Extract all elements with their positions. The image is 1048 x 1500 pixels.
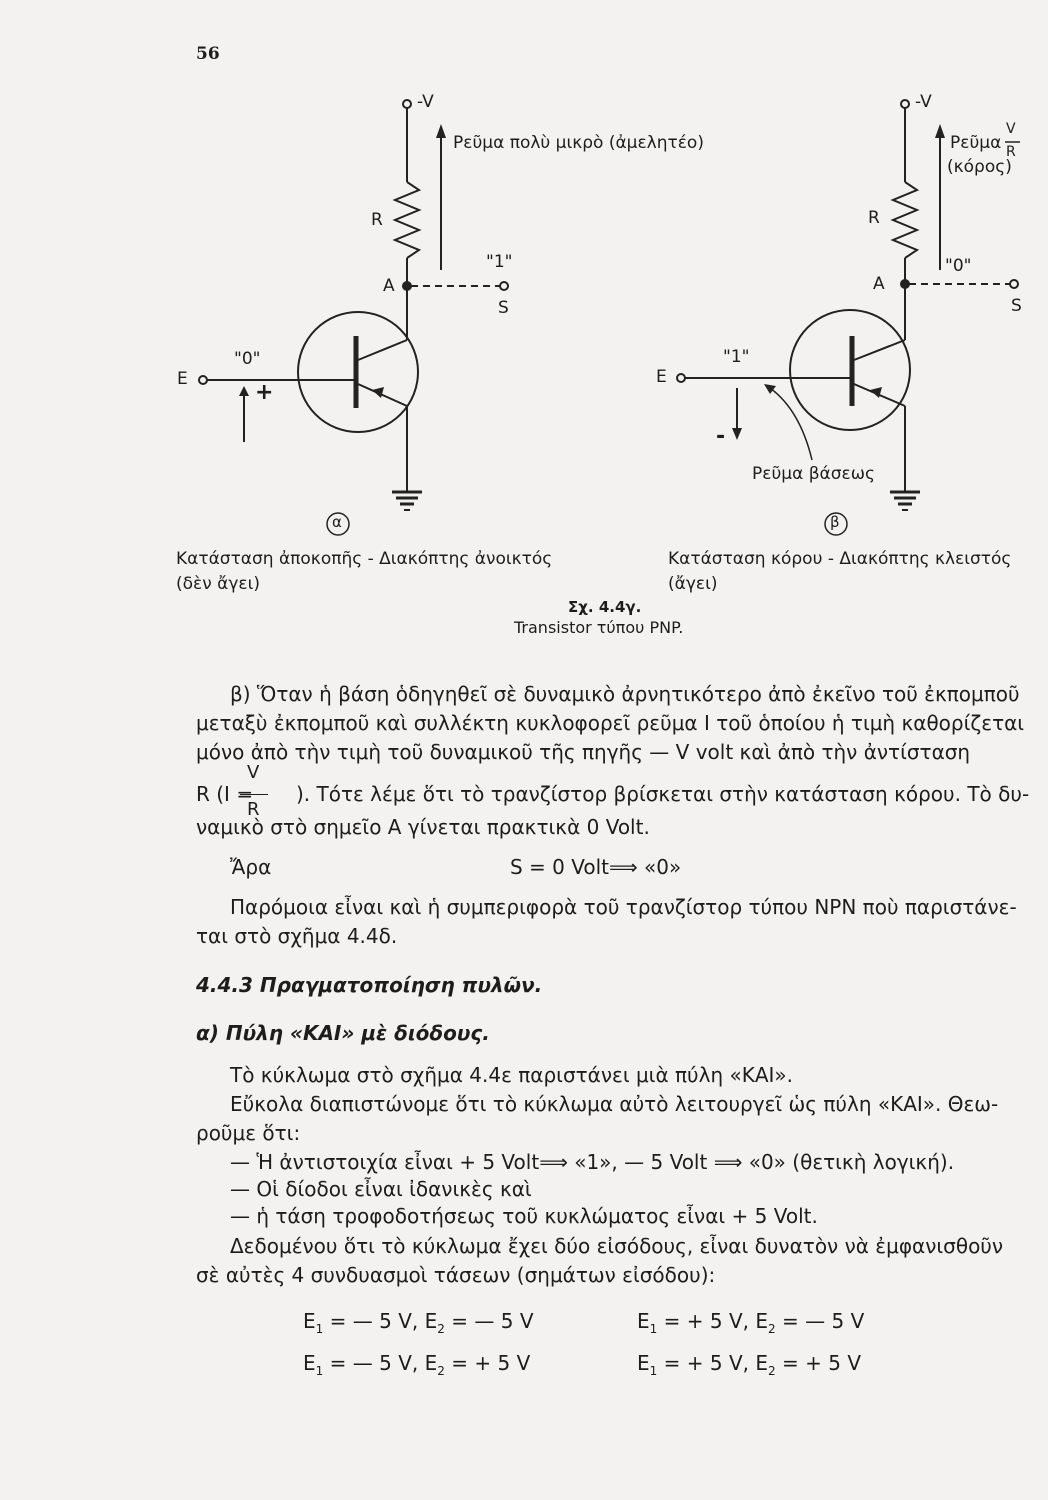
left-input-value: "0"	[234, 349, 261, 369]
section-heading: 4.4.3 Πραγματοποίηση πυλῶν.	[196, 973, 543, 997]
left-resistor-label: R	[371, 210, 383, 230]
figure-caption-text: Transistor τύπου PNP.	[514, 618, 684, 637]
left-plus-sign: +	[255, 380, 274, 405]
combination-3: $E_1$ = — 5 V, $E_2$ = + 5 V	[303, 1351, 531, 1378]
para-c1: Τὸ κύκλωμα στὸ σχῆμα 4.4ε παριστάνει μιὰ πύλη «ΚΑΙ».	[230, 1063, 793, 1087]
combination-4: $E_1$ = + 5 V, $E_2$ = + 5 V	[637, 1351, 862, 1378]
right-input-value: "1"	[723, 347, 750, 367]
para-b-line4-suffix: ). Τότε λέμε ὅτι τὸ τρανζίστορ βρίσκεται στὴν κατάσταση κόρου. Τὸ δυ-	[296, 782, 1030, 806]
bullet-3: — ἡ τάση τροφοδοτήσεως τοῦ κυκλώματος εἶναι + 5 Volt.	[230, 1204, 818, 1228]
ara-formula: S = 0 Volt⟹ «0»	[510, 855, 682, 879]
combination-1: $E_1$ = — 5 V, $E_2$ = — 5 V	[303, 1309, 534, 1336]
para-npn-line1: Παρόμοια εἶναι καὶ ἡ συμπεριφορὰ τοῦ τρανζίστορ τύπου NPN ποὺ παριστάνε-	[230, 895, 1017, 919]
fraction-numerator: V	[247, 762, 260, 783]
right-state-line2: (ἄγει)	[668, 574, 718, 594]
right-current-den: R	[1006, 144, 1016, 160]
left-tag: α	[332, 513, 342, 531]
right-supply-label: -V	[915, 92, 932, 112]
ara-word: Ἄρα	[230, 855, 272, 879]
right-current-label: Ρεῦμα	[950, 133, 1002, 153]
right-current-sub: (κόρος)	[947, 157, 1012, 177]
para-b-line4-prefix: R (I =	[196, 782, 254, 806]
bullet-1: — Ἡ ἀντιστοιχία εἶναι + 5 Volt⟹ «1», — 5 Volt ⟹ «0» (θετικὴ λογική).	[230, 1150, 955, 1174]
right-output-value: "0"	[945, 256, 972, 276]
bullet-2: — Οἱ δίοδοι εἶναι ἰδανικὲς καὶ	[230, 1177, 532, 1201]
left-supply-label: -V	[417, 92, 434, 112]
left-input-label: E	[177, 369, 188, 389]
right-resistor-label: R	[868, 208, 880, 228]
left-output-label: S	[498, 298, 509, 318]
right-input-label: E	[656, 367, 667, 387]
left-state-line2: (δὲν ἄγει)	[176, 574, 260, 594]
fraction-bar	[240, 794, 268, 795]
figure-caption-number: Σχ. 4.4γ.	[568, 598, 642, 616]
right-current-num: V	[1006, 121, 1016, 137]
page-number: 56	[196, 44, 220, 64]
subsection-heading: α) Πύλη «ΚΑΙ» μὲ διόδους.	[196, 1021, 490, 1045]
para-c2-line2: ροῦμε ὅτι:	[196, 1121, 301, 1145]
left-state-line1: Κατάσταση ἀποκοπῆς - Διακόπτης ἀνοικτός	[176, 549, 553, 569]
para-b-line1: β) Ὅταν ἡ βάση ὁδηγηθεῖ σὲ δυναμικὸ ἀρνητικότερο ἀπὸ ἐκεῖνο τοῦ ἐκπομποῦ	[230, 682, 1020, 706]
para-b-line5: ναμικὸ στὸ σημεῖο Α γίνεται πρακτικὰ 0 Volt.	[196, 815, 650, 839]
para-npn-line2: ται στὸ σχῆμα 4.4δ.	[196, 924, 398, 948]
para-d-line2: σὲ αὐτὲς 4 συνδυασμοὶ τάσεων (σημάτων εἰσόδου):	[196, 1263, 716, 1287]
para-b-line2: μεταξὺ ἐκπομποῦ καὶ συλλέκτη κυκλοφορεῖ ρεῦμα I τοῦ ὁποίου ἡ τιμὴ καθορίζεται	[196, 711, 1025, 735]
combination-2: $E_1$ = + 5 V, $E_2$ = — 5 V	[637, 1309, 865, 1336]
right-node-label: A	[873, 274, 885, 294]
right-base-current-label: Ρεῦμα βάσεως	[752, 464, 875, 484]
left-output-value: "1"	[486, 252, 513, 272]
para-b-line3: μόνο ἀπὸ τὴν τιμὴ τοῦ δυναμικοῦ τῆς πηγῆς — V volt καὶ ἀπὸ τὴν ἀντίσταση	[196, 740, 971, 764]
right-minus-sign: -	[716, 424, 726, 449]
para-d-line1: Δεδομένου ὅτι τὸ κύκλωμα ἔχει δύο εἰσόδους, εἶναι δυνατὸν νὰ ἐμφανισθοῦν	[230, 1234, 1004, 1258]
left-current-label: Ρεῦμα πολὺ μικρὸ (ἀμελητέο)	[453, 133, 704, 153]
right-tag: β	[830, 513, 840, 531]
left-circuit	[199, 100, 508, 535]
left-node-label: A	[383, 276, 395, 296]
para-c2-line1: Εὔκολα διαπιστώνομε ὅτι τὸ κύκλωμα αὐτὸ λειτουργεῖ ὡς πύλη «ΚΑΙ». Θεω-	[230, 1092, 999, 1116]
right-state-line1: Κατάσταση κόρου - Διακόπτης κλειστός	[668, 549, 1012, 569]
fraction-denominator: R	[247, 799, 260, 820]
right-output-label: S	[1011, 296, 1022, 316]
